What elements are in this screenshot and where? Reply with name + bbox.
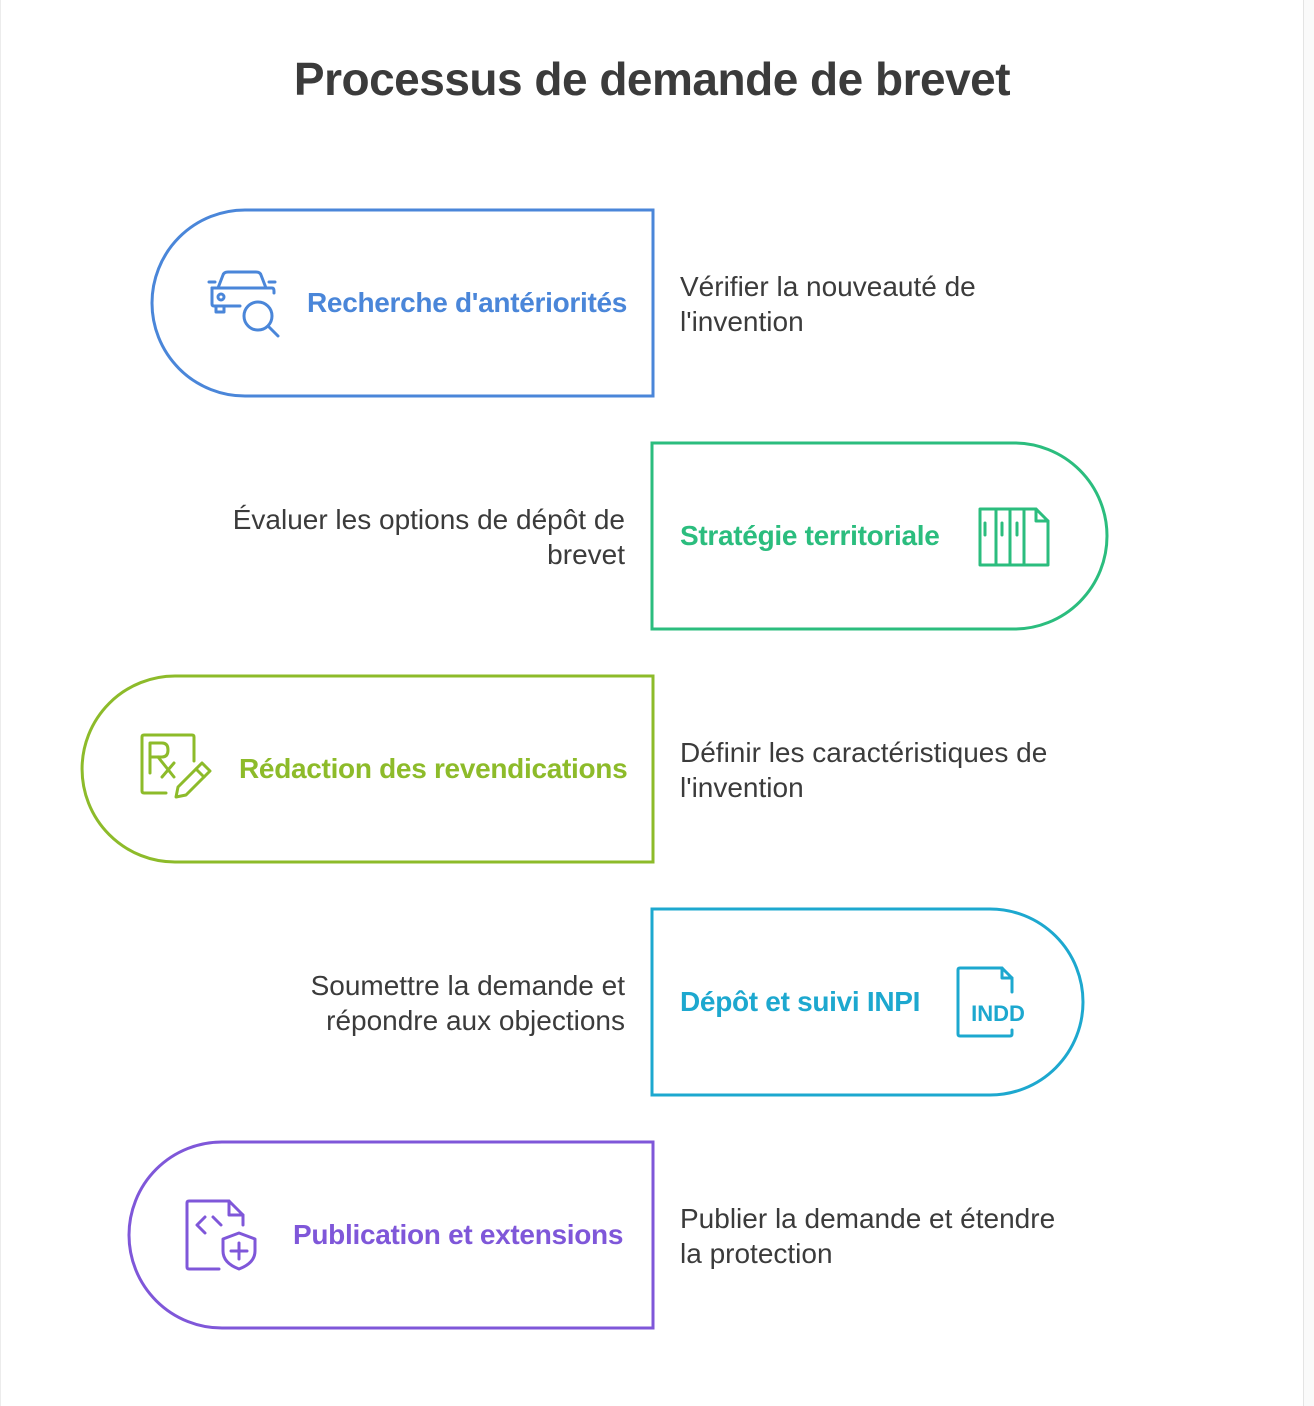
step-4-description: Soumettre la demande et répondre aux objections — [310, 970, 625, 1036]
step-5-description: Publier la demande et étendre la protection — [680, 1203, 1056, 1269]
prescription-edit-icon — [136, 731, 216, 807]
step-2-title: Stratégie territoriale — [680, 520, 940, 551]
file-code-shield-icon — [183, 1197, 263, 1273]
page-title: Processus de demande de brevet — [293, 53, 1011, 105]
indd-file-icon — [952, 964, 1032, 1042]
step-5-title: Publication et extensions — [293, 1219, 624, 1250]
step-1-title: Recherche d'antériorités — [307, 287, 628, 318]
indd-file-label: INDD — [971, 1001, 1025, 1026]
step-1-description: Vérifier la nouveauté de l'invention — [680, 271, 976, 337]
step-3-title: Rédaction des revendications — [239, 753, 628, 784]
book-shelf-icon — [976, 503, 1054, 569]
step-4-title: Dépôt et suivi INPI — [680, 986, 921, 1017]
step-3-description: Définir les caractéristiques de l'invention — [680, 737, 1048, 803]
car-search-icon — [206, 266, 282, 338]
step-2-description: Évaluer les options de dépôt de brevet — [232, 504, 625, 570]
